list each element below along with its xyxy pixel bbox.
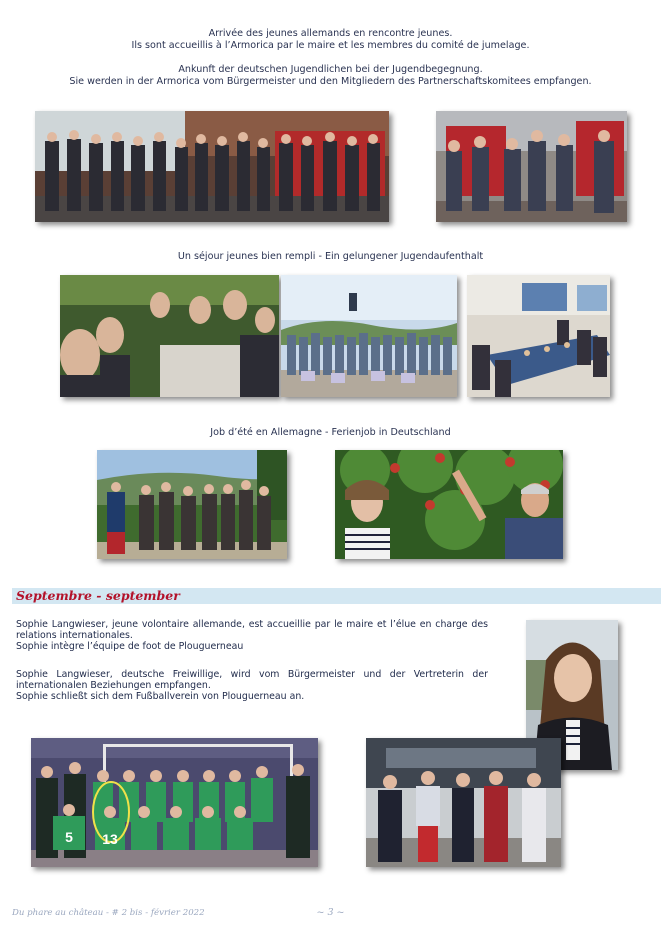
jersey-number-13: 13 <box>102 831 118 847</box>
sophie-de-paragraph-2: Sophie schließt sich dem Fußballverein von Plouguerneau an. <box>16 691 305 702</box>
photo-officials <box>436 111 627 222</box>
section-title: Septembre - september <box>16 588 180 603</box>
photo-jump-group <box>281 275 457 397</box>
footer-page-number: ~ 3 ~ <box>316 907 345 918</box>
jersey-number-5: 5 <box>65 829 73 845</box>
photo-mayor-reception <box>366 738 561 867</box>
sophie-fr-text <box>16 619 488 652</box>
sophie-de-text <box>16 669 488 702</box>
intro-de-line1: Ankunft der deutschen Jugendlichen bei der Jugendbegegnung. <box>178 64 483 75</box>
sophie-de-paragraph-1: Sophie Langwieser, deutsche Freiwillige, wird vom Bürgermeister und der Vertreterin der internationalen Beziehungen empfangen. <box>16 669 488 691</box>
footer-publication: Du phare au château - # 2 bis - février 2022 <box>12 908 205 918</box>
photo-apple-picking <box>335 450 563 559</box>
sophie-fr-paragraph-2: Sophie intègre l’équipe de foot de Plouguerneau <box>16 641 244 652</box>
intro-fr-line1: Arrivée des jeunes allemands en rencontre jeunes. <box>208 28 453 39</box>
sophie-fr-paragraph-1: Sophie Langwieser, jeune volontaire allemande, est accueillie par le maire et l’élue en charge des relations internationales. <box>16 619 488 641</box>
caption-job: Job d’été en Allemagne - Ferienjob in Deutschland <box>210 427 451 438</box>
photo-meeting-table <box>467 275 610 397</box>
photo-group-reception <box>35 111 389 222</box>
intro-fr-line2: Ils sont accueillis à l’Armorica par le maire et les membres du comité de jumelage. <box>131 40 530 51</box>
intro-de-line2: Sie werden in der Armorica vom Bürgermeister und den Mitgliedern des Partnerschaftskomitees empfangen. <box>69 76 592 87</box>
photo-selfie <box>60 275 279 397</box>
photo-vineyard-group <box>97 450 287 559</box>
caption-sejour: Un séjour jeunes bien rempli - Ein gelungener Jugendaufenthalt <box>177 251 484 262</box>
photo-football-team <box>31 738 318 867</box>
